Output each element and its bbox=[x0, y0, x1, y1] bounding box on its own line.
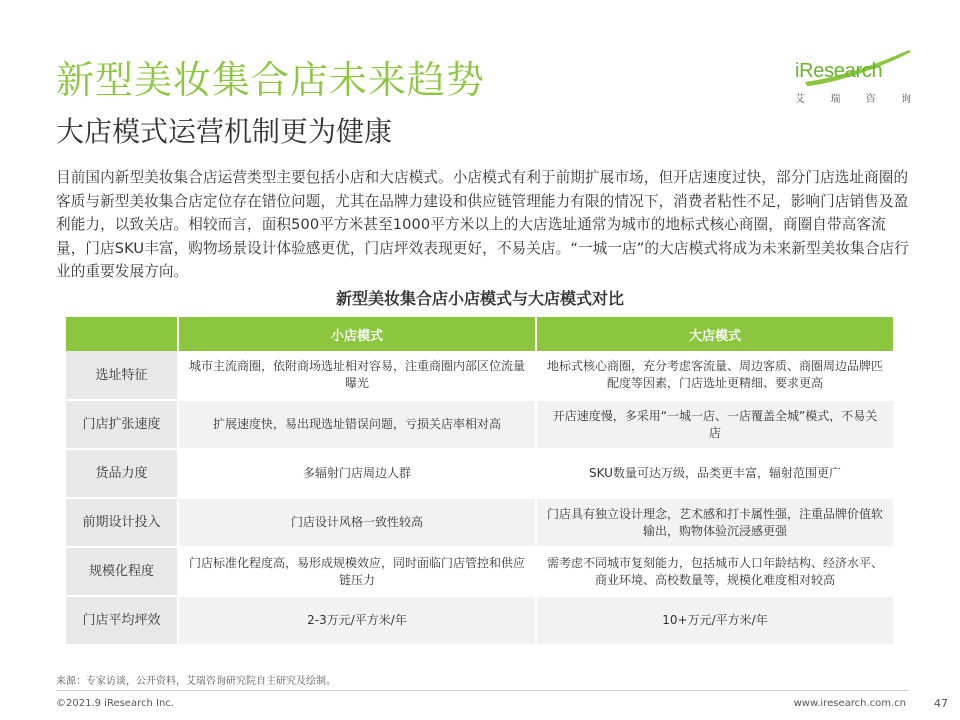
logo-subtitle-char: 咨 bbox=[865, 94, 876, 105]
column-header-small-store: 小店模式 bbox=[178, 317, 536, 351]
table-row bbox=[66, 449, 894, 498]
page-number: 47 bbox=[934, 697, 948, 710]
row-label: 规模化程度 bbox=[66, 547, 178, 596]
small-store-cell: 多辐射门店周边人群 bbox=[178, 449, 536, 498]
small-store-cell: 门店设计风格一致性较高 bbox=[178, 498, 536, 547]
table-row bbox=[66, 351, 894, 400]
website-link[interactable]: www.iresearch.com.cn bbox=[793, 698, 906, 709]
logo-subtitle-char: 艾 bbox=[795, 94, 805, 105]
comparison-table bbox=[66, 317, 895, 646]
large-store-cell: 地标式核心商圈，充分考虑客流量、周边客质、商圈周边品牌匹配度等因素，门店选址更精细、要求更高 bbox=[536, 351, 894, 400]
large-store-cell: 开店速度慢，多采用“一城一店、一店覆盖全城”模式，不易关店 bbox=[536, 400, 894, 449]
table-row bbox=[66, 400, 894, 449]
small-store-cell: 城市主流商圈，依附商场选址相对容易，注重商圈内部区位流量曝光 bbox=[178, 351, 536, 400]
table-header-row bbox=[66, 317, 894, 351]
large-store-cell: 10+万元/平方米/年 bbox=[536, 596, 894, 645]
large-store-cell: 需考虑不同城市复刻能力，包括城市人口年龄结构、经济水平、商业环境、高校数量等，规模化难度相对较高 bbox=[536, 547, 894, 596]
small-store-cell: 2-3万元/平方米/年 bbox=[178, 596, 536, 645]
table-row bbox=[66, 547, 894, 596]
row-label: 前期设计投入 bbox=[66, 498, 178, 547]
logo-subtitle-char: 询 bbox=[900, 94, 911, 105]
small-store-cell: 扩展速度快，易出现选址错误问题，亏损关店率相对高 bbox=[178, 400, 536, 449]
logo-text: iResearch bbox=[795, 60, 883, 82]
row-label: 门店扩张速度 bbox=[66, 400, 178, 449]
large-store-cell: SKU数量可达万级，品类更丰富，辐射范围更广 bbox=[536, 449, 894, 498]
small-store-cell: 门店标准化程度高，易形成规模效应，同时面临门店管控和供应链压力 bbox=[178, 547, 536, 596]
logo-subtitle bbox=[795, 90, 911, 105]
logo-subtitle-char: 瑞 bbox=[830, 94, 841, 105]
page-title: 新型美妆集合店未来趋势 bbox=[56, 58, 486, 102]
table-row bbox=[66, 596, 894, 645]
row-label: 选址特征 bbox=[66, 351, 178, 400]
row-label: 货品力度 bbox=[66, 449, 178, 498]
table-row bbox=[66, 498, 894, 547]
footer-divider bbox=[56, 690, 908, 691]
intro-paragraph: 目前国内新型美妆集合店运营类型主要包括小店和大店模式。小店模式有利于前期扩展市场，但开店速度过快，部分门店选址商圈的客质与新型美妆集合店定位存在错位问题，尤其在品牌力建设和供应链管理能力有限的情况下，消费者粘性不足，影响门店销售及盈利能力，以致关店。相较而言，面积500平方米甚至1000平方米以上的大店选址通常为城市的地标式核心商圈，商圈自带高客流量，门店SKU丰富，购物场景设计体验感更优，门店坪效表现更好，不易关店。“一城一店”的大店模式将成为未来新型美妆集合店行业的重要发展方向。 bbox=[56, 169, 909, 281]
header-corner-cell bbox=[66, 317, 178, 351]
row-label: 门店平均坪效 bbox=[66, 596, 178, 645]
table-title: 新型美妆集合店小店模式与大店模式对比 bbox=[335, 289, 624, 308]
large-store-cell: 门店具有独立设计理念，艺术感和打卡属性强，注重品牌价值软输出，购物体验沉浸感更强 bbox=[536, 498, 894, 547]
copyright-text: ©2021.9 iResearch Inc. bbox=[56, 698, 174, 709]
column-header-large-store: 大店模式 bbox=[536, 317, 894, 351]
source-note: 来源：专家访谈，公开资料，艾瑞咨询研究院自主研究及绘制。 bbox=[56, 676, 336, 687]
iresearch-logo bbox=[793, 50, 913, 106]
page-subtitle: 大店模式运营机制更为健康 bbox=[56, 115, 393, 148]
